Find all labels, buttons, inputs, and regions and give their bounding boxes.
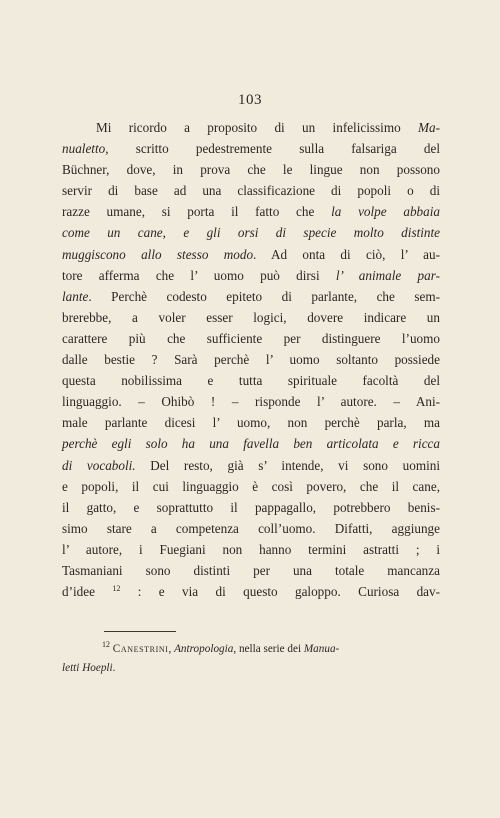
text-line (62, 328, 440, 349)
text-run: d’idee (62, 584, 113, 600)
text-run: tore afferma che l’ uomo può dirsi (62, 267, 336, 283)
footnote-rule (104, 631, 176, 632)
italic-text: nualetto (62, 141, 106, 157)
text-run: , scritto pedestremente sulla falsariga del (105, 141, 440, 157)
footnote-author: Canestrini (112, 643, 169, 655)
text-run: dalle bestie ? Sarà perchè l’ uomo soltanto possiede (62, 352, 440, 368)
text-run: , (168, 643, 175, 655)
text-run: l’ autore, i Fuegiani non hanno termini astratti ; i (62, 541, 440, 557)
text-run: male parlante dicesi l’ uomo, non perchè parla, ma (62, 415, 440, 431)
text-run: Del resto, già s’ intende, vi sono uomini (135, 457, 440, 473)
footnote (62, 640, 440, 678)
italic-text: Antropologia (174, 643, 234, 655)
text-line (62, 476, 440, 497)
text-run: , (162, 225, 184, 241)
text-run: : e via di questo galoppo. Curiosa dav- (120, 584, 440, 600)
text-line (62, 117, 440, 138)
italic-text: come un cane (62, 225, 163, 241)
italic-text: l’ animale par- (335, 267, 440, 283)
text-line (62, 370, 440, 391)
page-number: 103 (238, 92, 262, 108)
text-line (62, 518, 440, 539)
italic-text: la volpe abbaia (331, 204, 440, 220)
italic-text: lante (62, 288, 89, 304)
text-run: carattere più che sufficiente per distinguere l’uomo (62, 330, 440, 346)
text-line (62, 286, 440, 307)
italic-text: Ma- (418, 120, 440, 135)
footnote-line (62, 659, 440, 678)
text-line (62, 349, 440, 370)
footnote-line (62, 640, 440, 659)
italic-text: Manua- (303, 643, 340, 655)
text-run: Büchner, dove, in prova che le lingue non possono (62, 162, 440, 178)
text-run: . Perchè codesto epiteto di parlante, che sem- (88, 288, 440, 304)
body-text (62, 117, 440, 602)
text-run: Mi ricordo a proposito di un infelicissimo (96, 120, 419, 135)
text-run: il gatto, e soprattutto il pappagallo, potrebbero benis- (62, 499, 440, 515)
italic-text: letti Hoepli (62, 662, 113, 674)
italic-text: muggiscono allo stesso modo (62, 246, 254, 262)
text-line (62, 455, 440, 476)
italic-text: di vocaboli. (62, 457, 136, 473)
footnote-marker: 12 (102, 640, 110, 649)
text-line (62, 159, 440, 180)
text-run: Tasmaniani sono distinti per una totale mancanza (62, 562, 440, 578)
text-line (62, 560, 440, 581)
text-line (62, 138, 440, 159)
text-run: razze umane, si porta il fatto che (62, 204, 332, 220)
text-line (62, 539, 440, 560)
text-line (62, 180, 440, 201)
text-run: simo stare a competenza coll’uomo. Difatti, aggiunge (62, 520, 440, 536)
text-line (62, 307, 440, 328)
text-run: . Ad onta di ciò, l’ au- (253, 246, 440, 262)
text-run: e popoli, il cui linguaggio è così povero, che il cane, (62, 478, 440, 494)
text-line (62, 201, 440, 222)
text-run: . (112, 662, 116, 674)
text-run: servir di base ad una classificazione di popoli o di (62, 183, 440, 199)
text-line (62, 222, 440, 243)
footnote-line-rest (168, 643, 339, 655)
text-line (62, 433, 440, 454)
text-run: brerebbe, a voler esser logici, dovere indicare un (62, 309, 440, 325)
text-run: , nella serie dei (233, 643, 304, 655)
text-line (62, 391, 440, 412)
text-run: questa nobilissima e tutta spirituale facoltà del (62, 373, 440, 389)
text-line (62, 497, 440, 518)
italic-text: perchè egli solo ha una favella ben articolata e ricca (62, 436, 440, 452)
text-line (62, 412, 440, 433)
footnote-reference: 12 (112, 584, 121, 594)
text-line (62, 265, 440, 286)
text-line (62, 581, 440, 602)
text-line (62, 244, 440, 265)
text-run: linguaggio. – Ohibò ! – risponde l’ autore. – Ani- (62, 394, 440, 410)
italic-text: e gli orsi di specie molto distinte (183, 225, 441, 241)
